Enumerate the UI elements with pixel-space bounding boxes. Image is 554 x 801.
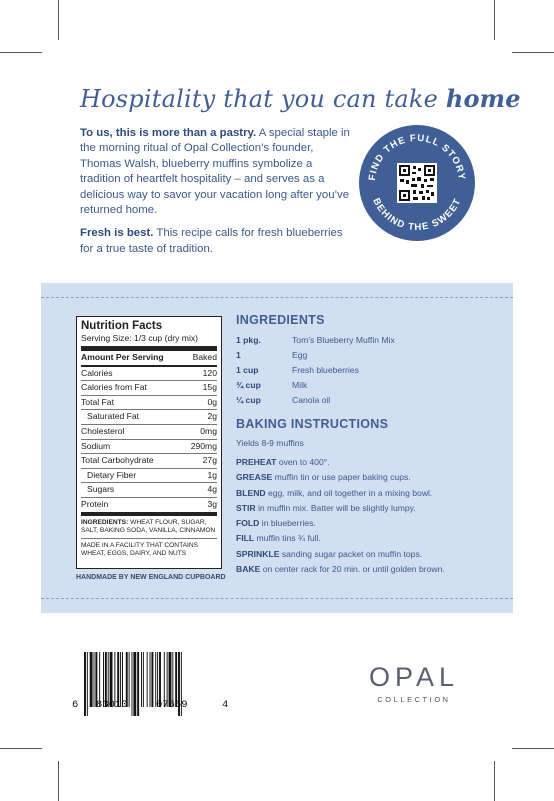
step-text: muffin tin or use paper baking cups. — [272, 472, 411, 483]
step-text: sanding sugar packet on muffin tops. — [279, 548, 423, 559]
baking-step — [236, 562, 496, 577]
crop-mark — [512, 52, 554, 53]
crop-mark — [512, 748, 554, 749]
barcode-bar — [143, 652, 144, 707]
baking-step — [236, 486, 496, 501]
headline — [80, 84, 521, 113]
nutrient-label: Sugars — [87, 484, 115, 495]
step-text: on center rack for 20 min. or until golden brown. — [260, 564, 445, 575]
nutrition-row — [81, 396, 217, 411]
crop-mark — [494, 761, 495, 801]
barcode-digit-group: 07669 — [156, 699, 188, 711]
headline-text: Hospitality that you can take — [80, 85, 446, 113]
intro-body: This recipe calls for fresh blueberries for a true taste of tradition. — [80, 227, 343, 255]
baking-step — [236, 455, 496, 470]
dashed-divider — [41, 297, 513, 298]
recipe-column — [236, 313, 496, 577]
nutrition-row — [81, 454, 217, 469]
step-text: in muffin mix. Batter will be slightly lumpy. — [255, 502, 416, 513]
nutrient-value: 2g — [207, 411, 217, 422]
crop-mark — [494, 0, 495, 40]
baking-heading: BAKING INSTRUCTIONS — [236, 417, 389, 431]
opal-logo — [364, 662, 464, 704]
barcode-digit-group: 83010 — [96, 699, 128, 711]
nutrient-value: 120 — [202, 367, 217, 378]
intro-lead: Fresh is best. — [80, 227, 154, 240]
nutrient-label: Calories from Fat — [81, 382, 147, 393]
headline-emphasis: home — [445, 84, 521, 113]
step-text: in blueberries. — [259, 518, 316, 529]
seal-bottom-text: BEHIND THE SWEET — [370, 196, 464, 234]
baking-step — [236, 516, 496, 531]
nutrient-value: 15g — [202, 382, 217, 393]
baking-step — [236, 531, 496, 546]
ingredient-qty: 1 cup — [236, 365, 259, 375]
nutrient-label: Sodium — [81, 440, 111, 451]
ingredient-qty: 1 pkg. — [236, 335, 261, 345]
ingredients-text: WHEAT FLOUR, SUGAR, SALT, BAKING SODA, VANILLA, CINNAMON — [81, 518, 216, 534]
nutrient-value: 290mg — [190, 440, 217, 451]
nutrition-facts-label — [76, 316, 222, 569]
ingredient-name: Canola oil — [292, 395, 331, 405]
qr-code-icon[interactable] — [397, 163, 437, 203]
barcode-bar — [90, 652, 93, 707]
intro-text — [80, 126, 352, 265]
ingredient-item — [236, 363, 496, 378]
nutrient-value: 0g — [207, 396, 217, 407]
step-text: muffin tins ¾ full. — [254, 533, 321, 544]
intro-body: A special staple in the morning ritual of Opal Collection’s founder, Thomas Walsh, blueberry muffins symbolize a tradition of heartfelt hospitality – and serves as a delicious way to savor your vacation long after you’ve returned home. — [80, 127, 350, 217]
ingredients-heading: INGREDIENTS — [236, 313, 325, 327]
barcode-bar — [129, 652, 130, 707]
allergen-statement: MADE IN A FACILITY THAT CONTAINS WHEAT, EGGS, DAIRY, AND NUTS — [81, 541, 199, 557]
nutrition-row — [81, 483, 217, 498]
baking-step — [236, 501, 496, 516]
step-text: oven to 400°. — [276, 457, 330, 467]
serving-size: Serving Size: 1/3 cup (dry mix) — [81, 333, 217, 351]
ingredient-name: Egg — [292, 350, 308, 360]
barcode-bar — [133, 652, 136, 716]
baking-step — [236, 470, 496, 485]
seal-top-text: FIND THE FULL STORY — [366, 132, 468, 182]
barcode-bar — [87, 652, 88, 716]
barcode-digit-group: 4 — [222, 699, 229, 711]
barcode-bar — [150, 652, 151, 707]
barcode-bar — [151, 652, 153, 707]
ingredient-qty: ¾ cup — [236, 380, 261, 390]
nutrient-label: Dietary Fiber — [87, 469, 137, 480]
nutrition-row — [81, 381, 217, 396]
ingredient-item — [236, 393, 496, 408]
nutrient-value: 0mg — [200, 425, 217, 436]
step-text: egg, milk, and oil together in a mixing bowl. — [265, 487, 433, 498]
nutrition-row — [81, 410, 217, 425]
step-verb: SPRINKLE — [236, 548, 280, 559]
step-verb: FILL — [236, 533, 255, 544]
nutrient-value: 4g — [207, 484, 217, 495]
logo-subtitle: COLLECTION — [377, 695, 451, 704]
nutrient-value: 27g — [202, 455, 217, 466]
baking-step — [236, 547, 496, 562]
ingredients-label: INGREDIENTS: — [81, 518, 129, 526]
barcode-bar — [147, 652, 148, 707]
step-verb: BLEND — [236, 487, 266, 498]
nutrient-value: 1g — [207, 469, 217, 480]
ingredient-name: Tom’s Blueberry Muffin Mix — [292, 335, 395, 345]
barcode-bar — [84, 652, 86, 716]
barcode-bar — [132, 652, 133, 716]
barcode-digit-group: 6 — [72, 699, 79, 711]
crop-mark — [58, 0, 59, 40]
barcode-bar — [94, 652, 95, 707]
header-label: Amount Per Serving — [81, 352, 164, 362]
ingredient-item — [236, 333, 496, 348]
qr-seal[interactable] — [358, 124, 476, 242]
nutrient-value: 3g — [207, 498, 217, 509]
intro-paragraph — [80, 126, 352, 218]
nutrient-label: Cholesterol — [81, 425, 125, 436]
ingredient-item — [236, 378, 496, 393]
intro-paragraph — [80, 226, 352, 257]
step-verb: BAKE — [236, 564, 261, 575]
nutrition-row — [81, 469, 217, 484]
crop-mark — [58, 761, 59, 801]
nutrition-row — [81, 367, 217, 382]
nutrient-label: Saturated Fat — [87, 411, 140, 422]
nutrient-label: Protein — [81, 498, 109, 509]
handmade-credit: HANDMADE BY NEW ENGLAND CUPBOARD — [76, 574, 226, 581]
nutrition-ingredients — [81, 519, 217, 539]
nutrient-label: Total Fat — [81, 396, 114, 407]
logo-wordmark: OPAL — [368, 662, 460, 692]
header-value: Baked — [192, 352, 217, 362]
crop-mark — [0, 748, 42, 749]
step-verb: GREASE — [236, 472, 273, 483]
step-verb: FOLD — [236, 518, 260, 529]
step-verb: PREHEAT — [236, 457, 277, 467]
nutrition-header-row — [81, 351, 217, 367]
ingredient-name: Milk — [292, 380, 308, 390]
nutrition-row — [81, 425, 217, 440]
nutrient-label: Total Carbohydrate — [81, 455, 154, 466]
nutrition-row — [81, 440, 217, 455]
intro-lead: To us, this is more than a pastry. — [80, 127, 257, 139]
nutrition-row — [81, 498, 217, 516]
yield-text: Yields 8-9 muffins — [236, 438, 304, 448]
ingredient-qty: 1 — [236, 350, 241, 360]
ingredient-name: Fresh blueberries — [292, 365, 359, 375]
ingredient-qty: ¼ cup — [236, 395, 261, 405]
dashed-divider — [41, 598, 513, 599]
ingredient-item — [236, 348, 496, 363]
step-verb: STIR — [236, 502, 256, 513]
crop-mark — [0, 52, 42, 53]
nutrition-title: Nutrition Facts — [81, 320, 163, 332]
nutrient-label: Calories — [81, 367, 113, 378]
barcode-bar — [137, 652, 139, 716]
barcode-bar — [141, 652, 142, 707]
